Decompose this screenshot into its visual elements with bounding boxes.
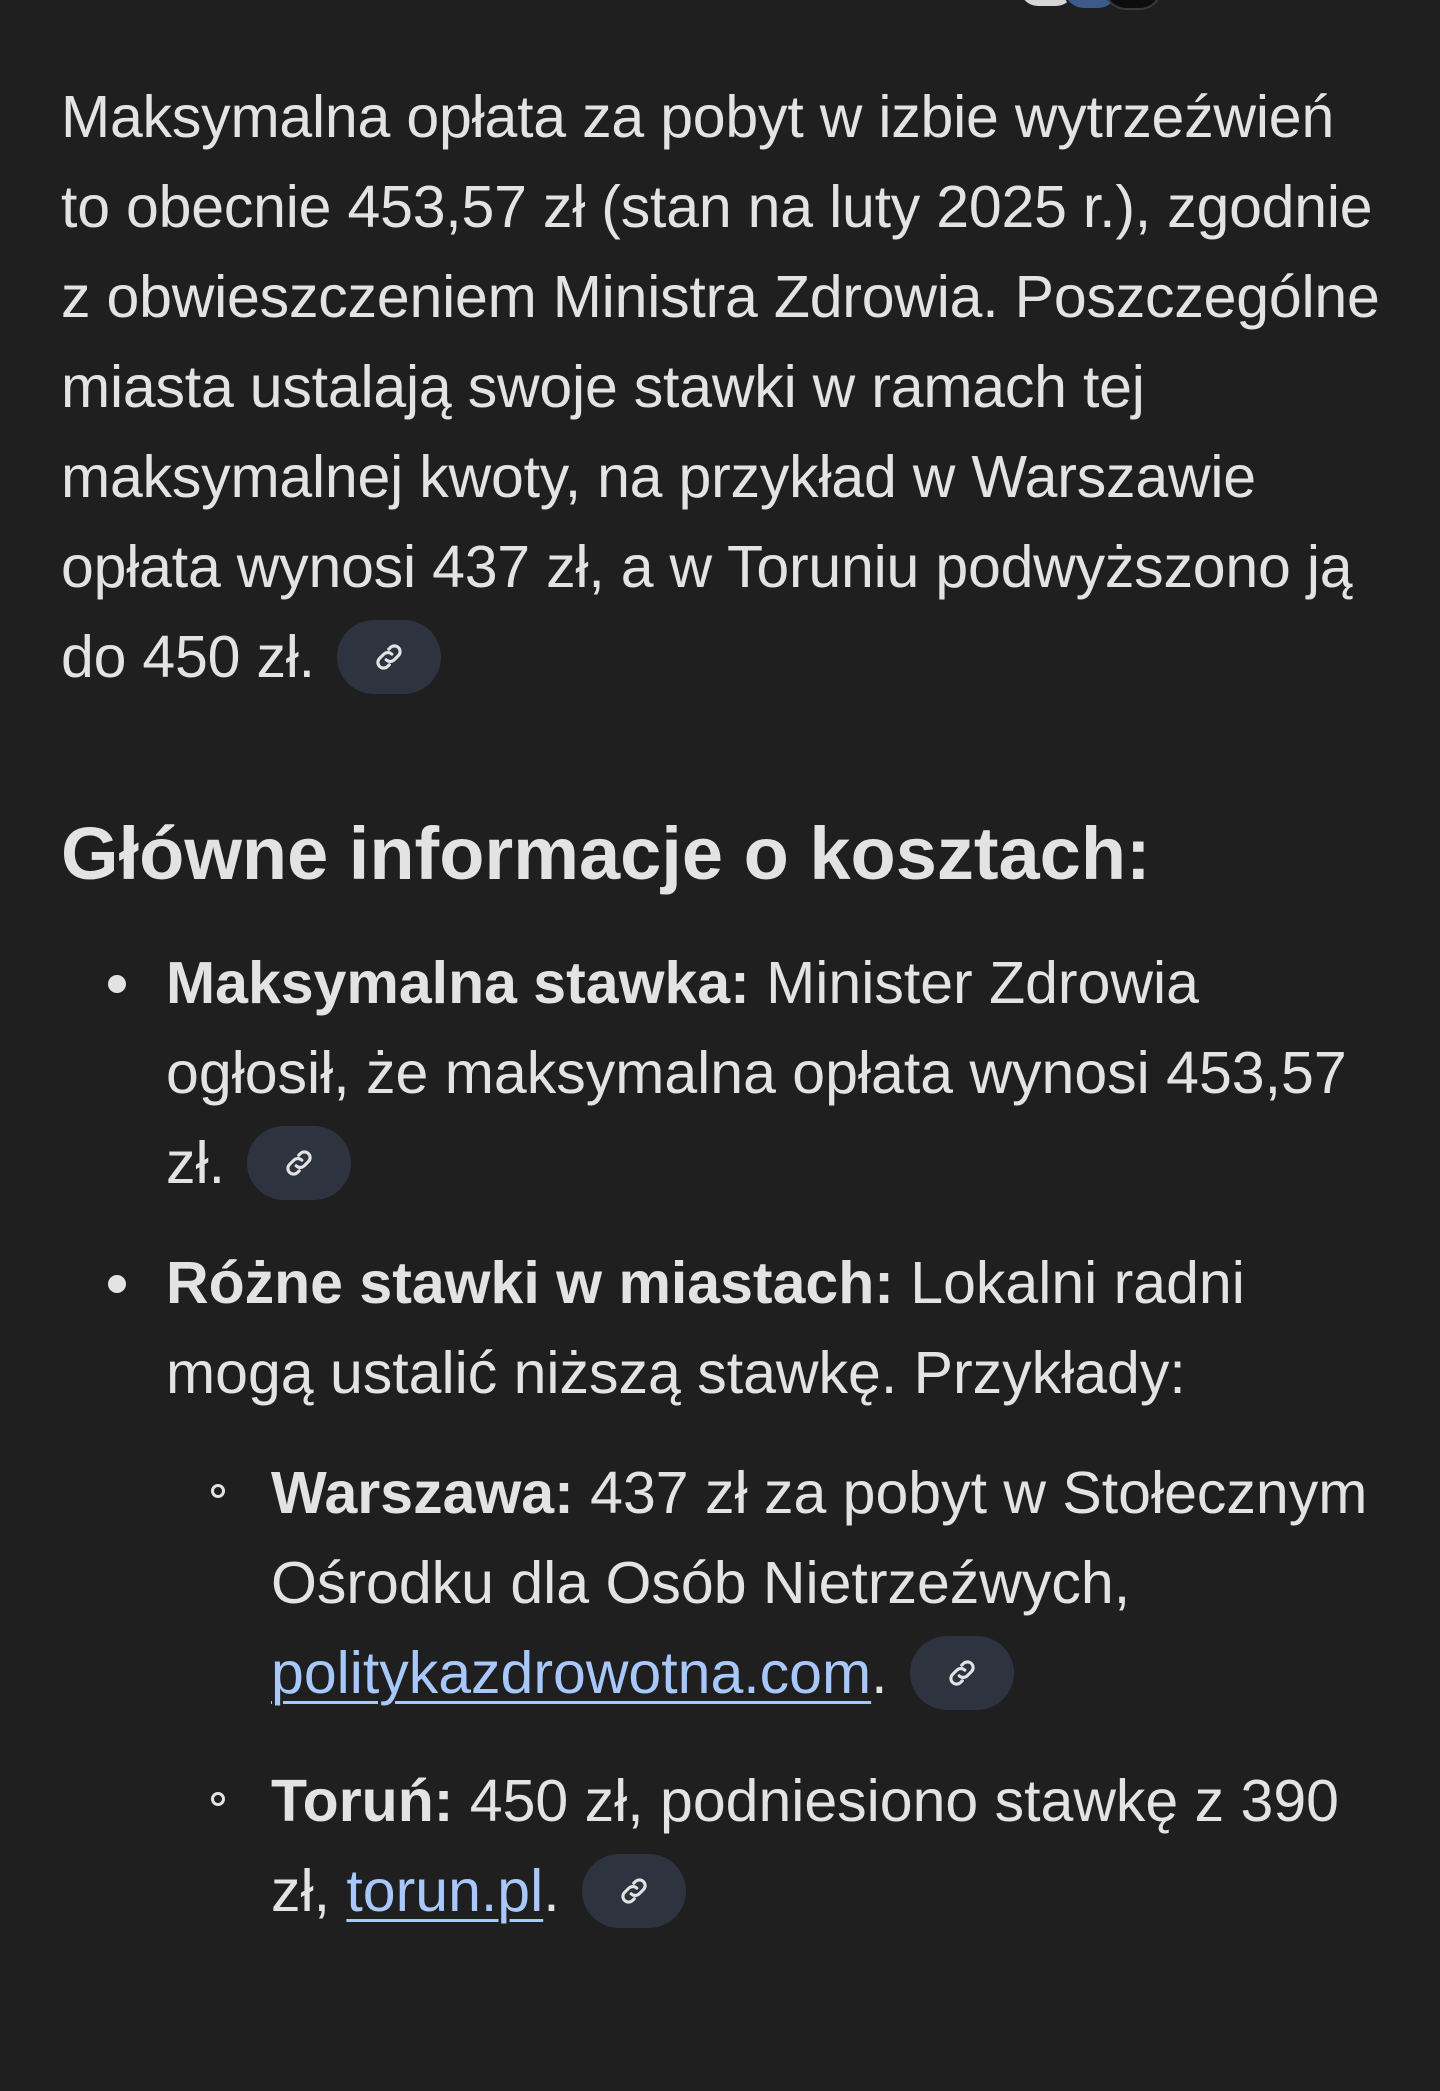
list-item (61, 938, 1381, 1208)
link-icon (372, 640, 406, 674)
list-item (166, 1756, 1381, 1936)
citation-chip[interactable] (582, 1854, 686, 1928)
city-label: Toruń: (271, 1768, 454, 1834)
source-link[interactable]: torun.pl (346, 1858, 544, 1924)
list-item (166, 1448, 1381, 1718)
city-label: Warszawa: (271, 1460, 574, 1526)
link-icon (282, 1146, 316, 1180)
city-text: 437 zł za pobyt w Stołecznym Ośrodku dla Osób Nietrzeźwych, (271, 1460, 1368, 1616)
bullet-label: Maksymalna stawka: (166, 950, 750, 1016)
bullet-text: Lokalni radni mogą ustalić niższą stawkę. Przykłady: (166, 1250, 1245, 1406)
bullet-dot (108, 975, 126, 993)
punctuation: . (543, 1858, 560, 1924)
cost-info-list (61, 938, 1381, 1936)
bullet-label: Różne stawki w miastach: (166, 1250, 894, 1316)
section-heading: Główne informacje o kosztach: (61, 812, 1151, 895)
citation-chip[interactable] (247, 1126, 351, 1200)
avatar[interactable] (1104, 0, 1162, 10)
sub-bullet-ring (211, 1484, 225, 1498)
top-bar-fragment (1020, 0, 1200, 8)
link-icon (945, 1656, 979, 1690)
list-item (61, 1238, 1381, 1936)
intro-paragraph (61, 72, 1381, 702)
citation-chip[interactable] (910, 1636, 1014, 1710)
bullet-text: Minister Zdrowia ogłosił, że maksymalna opłata wynosi 453,57 zł. (166, 950, 1347, 1196)
intro-text: Maksymalna opłata za pobyt w izbie wytrzeźwień to obecnie 453,57 zł (stan na luty 2025 r.), zgodnie z obwieszczeniem Ministra Zdrowia. Poszczególne miasta ustalają swoje stawki w ramach tej maksymalnej kwoty, na przykład w Warszawie opłata wynosi 437 zł, a w Toruniu podwyższono ją do 450 zł. (61, 84, 1380, 690)
citation-chip[interactable] (337, 620, 441, 694)
city-examples-list (166, 1448, 1381, 1936)
bullet-dot (108, 1275, 126, 1293)
link-icon (617, 1874, 651, 1908)
source-link[interactable]: politykazdrowotna.com (271, 1640, 872, 1706)
sub-bullet-ring (211, 1792, 225, 1806)
punctuation: . (871, 1640, 888, 1706)
city-text: 450 zł, podniesiono stawkę z 390 zł, (271, 1768, 1339, 1924)
response-content (61, 72, 1381, 1974)
